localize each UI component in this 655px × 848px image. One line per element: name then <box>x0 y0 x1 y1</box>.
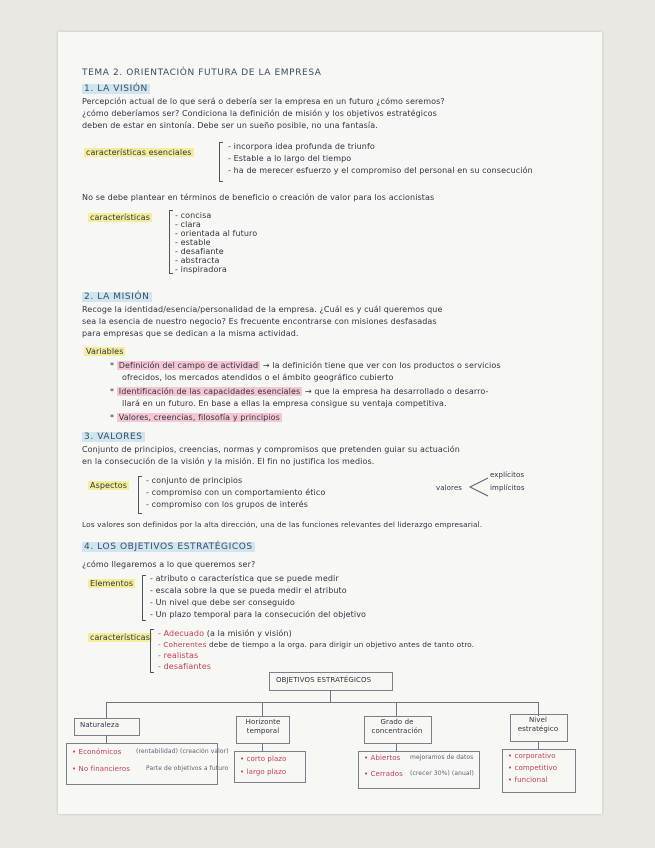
nivel-item-3: • funcional <box>508 776 548 784</box>
objetivos-caract-label: características <box>90 633 150 642</box>
esencial-1: - incorpora idea profunda de triunfo <box>228 142 375 151</box>
esenciales-label: características esenciales <box>86 148 192 157</box>
concentracion-note-1: mejoramos de datos <box>410 754 474 761</box>
notes-page <box>58 32 602 814</box>
caracteristica-2: - clara <box>175 220 201 229</box>
valores-explicitos: explícitos <box>490 471 525 479</box>
mision-line-3: para empresas que se dedican a la misma actividad. <box>82 329 299 338</box>
objetivos-heading: 4. LOS OBJETIVOS ESTRATÉGICOS <box>84 542 253 552</box>
concentracion-item-1: • Abiertos <box>364 754 401 762</box>
variable-1: * Definición del campo de actividad → la definición tiene que ver con los productos o servicios <box>110 361 501 370</box>
esencial-2: - Estable a lo largo del tiempo <box>228 154 352 163</box>
caracteristicas-bracket <box>169 210 173 274</box>
diagram-drop-2 <box>262 702 263 716</box>
objetivo-caract-2: - Coherentes debe de tiempo a la orga. para dirigir un objetivo antes de tanto otro. <box>158 640 475 649</box>
aspecto-2: - compromiso con un comportamiento ético <box>146 488 326 497</box>
caracteristica-3: - orientada al futuro <box>175 229 258 238</box>
caracteristica-5: - desafiante <box>175 247 224 256</box>
vision-note: No se debe plantear en términos de beneficio o creación de valor para los accionistas <box>82 193 435 202</box>
valores-implicitos: implícitos <box>490 484 525 492</box>
branch-concentracion-link <box>396 743 397 751</box>
objetivo-caract-3: - realistas <box>158 651 199 660</box>
aspectos-label: Aspectos <box>90 481 128 490</box>
valores-line-2: en la consecución de la visión y la misión. El fin no justifica los medios. <box>82 457 375 466</box>
page-title: TEMA 2. ORIENTACIÓN FUTURA DE LA EMPRESA <box>82 68 322 78</box>
caracteristica-7: - inspiradora <box>175 265 227 274</box>
objetivo-caract-4: - desafiantes <box>158 662 212 671</box>
caracteristica-1: - concisa <box>175 211 212 220</box>
objetivos-caract-bracket <box>150 629 154 673</box>
diagram-drop-3 <box>396 702 397 716</box>
naturaleza-note-2: Parte de objetivos a futuro <box>146 765 229 772</box>
valores-line-1: Conjunto de principios, creencias, normas y compromisos que pretenden guiar su actuación <box>82 445 460 454</box>
caracteristica-6: - abstracta <box>175 256 220 265</box>
naturaleza-item-2: • No financieros <box>72 765 131 773</box>
variable-2-cont: llará en un futuro. En base a ellas la empresa consigue su ventaja competitiva. <box>122 399 447 408</box>
variables-label: Variables <box>86 347 124 356</box>
branch-horizonte-label: Horizonte temporal <box>245 718 281 735</box>
elemento-3: - Un nivel que debe ser conseguido <box>150 598 295 607</box>
branch-horizonte-link <box>262 743 263 751</box>
diagram-drop-1 <box>106 702 107 718</box>
valores-heading: 3. VALORES <box>84 432 143 442</box>
variable-3: * Valores, creencias, filosofía y principios <box>110 413 280 422</box>
elementos-label: Elementos <box>90 579 134 588</box>
caracteristica-4: - estable <box>175 238 211 247</box>
elemento-2: - escala sobre la que se pueda medir el atributo <box>150 586 347 595</box>
elemento-1: - atributo o característica que se puede medir <box>150 574 339 583</box>
variable-2: * Identificación de las capacidades esenciales → que la empresa ha desarrollado o desarro- <box>110 387 489 396</box>
variable-1-cont: ofrecidos, los mercados atendidos o el ámbito geográfico cubierto <box>122 373 394 382</box>
elementos-bracket <box>142 575 146 621</box>
horizonte-item-2: • largo plazo <box>240 768 287 776</box>
valores-side-label: valores <box>436 484 463 492</box>
aspecto-1: - conjunto de principios <box>146 476 243 485</box>
horizonte-item-1: • corto plazo <box>240 755 287 763</box>
branch-nivel-label: Nivel estratégico <box>517 716 559 733</box>
esencial-3: - ha de merecer esfuerzo y el compromiso del personal en su consecución <box>228 166 533 175</box>
branch-naturaleza-link <box>106 735 107 743</box>
mision-line-2: sea la esencia de nuestro negocio? Es frecuente encontrarse con misiones desfasadas <box>82 317 437 326</box>
nivel-item-2: • competitivo <box>508 764 558 772</box>
aspectos-bracket <box>138 476 142 514</box>
valores-side-arrows <box>466 474 490 500</box>
caracteristicas-label: características <box>90 213 150 222</box>
concentracion-item-2: • Cerrados <box>364 770 403 778</box>
nivel-item-1: • corporativo <box>508 752 556 760</box>
vision-line-3: deben de estar en sintonía. Debe ser un sueño posible, no una fantasía. <box>82 121 378 130</box>
valores-note: Los valores son definidos por la alta dirección, una de las funciones relevantes del liderazgo empresarial. <box>82 520 483 529</box>
diagram-trunk <box>330 690 331 702</box>
mision-heading: 2. LA MISIÓN <box>84 292 150 302</box>
objetivo-caract-1: - Adecuado (a la misión y visión) <box>158 629 292 638</box>
vision-heading: 1. LA VISIÓN <box>84 84 148 94</box>
elemento-4: - Un plazo temporal para la consecución del objetivo <box>150 610 367 619</box>
branch-concentracion-label: Grado de concentración <box>371 718 423 735</box>
concentracion-note-2: (crecer 30%) (anual) <box>410 770 474 777</box>
vision-line-2: ¿cómo deberíamos ser? Condiciona la definición de misión y los objetivos estratégicos <box>82 109 437 118</box>
branch-naturaleza-label: Naturaleza <box>80 721 120 729</box>
objetivos-question: ¿cómo llegaremos a lo que queremos ser? <box>82 560 256 569</box>
mision-line-1: Recoge la identidad/esencia/personalidad de la empresa. ¿Cuál es y cuál queremos que <box>82 305 443 314</box>
diagram-root-label: OBJETIVOS ESTRATÉGICOS <box>276 676 372 684</box>
naturaleza-item-1: • Económicos <box>72 748 122 756</box>
vision-line-1: Percepción actual de lo que será o debería ser la empresa en un futuro ¿cómo seremos? <box>82 97 445 106</box>
branch-nivel-link <box>538 741 539 749</box>
diagram-crossbar <box>106 702 538 703</box>
esenciales-bracket <box>219 142 223 182</box>
naturaleza-note-1: (rentabilidad) (creación valor) <box>136 748 229 755</box>
aspecto-3: - compromiso con los grupos de interés <box>146 500 308 509</box>
